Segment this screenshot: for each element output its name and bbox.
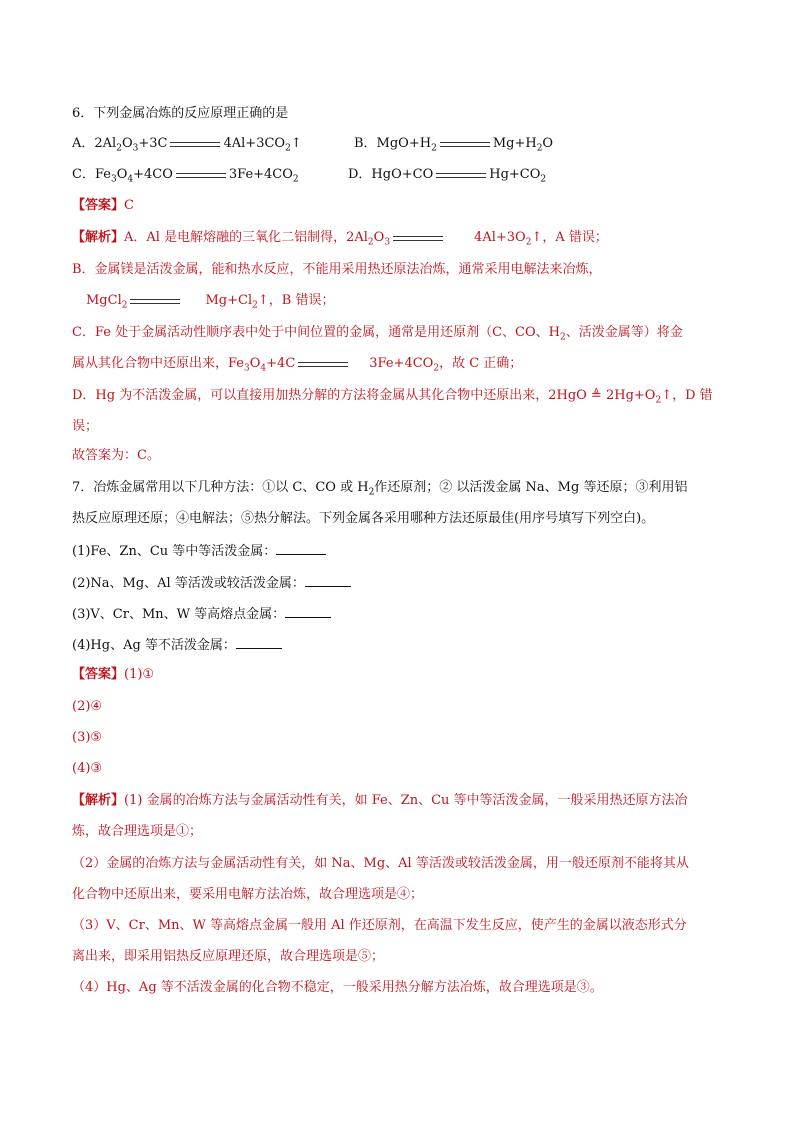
q6-analysis-a: 【解析】A．Al 是电解熔融的三氧化二铝制得，$2Al_2O_3$ $4Al+3O_2↑$，A 错误；: [72, 230, 608, 248]
answer-blank[interactable]: [305, 572, 351, 587]
q7-answer-4: (4)③: [72, 761, 103, 776]
q6-option-a: A．$2Al_2O_3+3C$ $4Al+3CO_2↑$: [72, 136, 302, 154]
q7-subquestion-4: (4)Hg、Ag 等不活泼金属：: [72, 634, 722, 656]
reaction-condition-icon: [170, 138, 220, 150]
q7-stem-2: 热反应原理还原；④电解法；⑤热分解法。下列金属各采用哪种方法还原最佳(用序号填写下列空白)。: [72, 511, 655, 526]
q7-answer-1: 【答案】(1)①: [72, 667, 155, 682]
q7-subquestion-1: (1)Fe、Zn、Cu 等中等活泼金属：: [72, 540, 722, 562]
q7-subquestion-2: (2)Na、Mg、Al 等活泼或较活泼金属：: [72, 572, 722, 594]
q6-analysis-d1: D．Hg 为不活泼金属，可以直接用加热分解的方法将金属从其化合物中还原出来，2HgO ≜ $2Hg+O_2↑$，D 错: [72, 388, 713, 406]
q6-option-d: D．HgO+CO $Hg+CO_2$: [348, 167, 547, 185]
q6-conclusion: 故答案为：C。: [72, 448, 160, 463]
reaction-condition-icon: [393, 232, 443, 244]
q6-analysis-c2: 属从其化合物中还原出来，$Fe_3O_4+4C$ $3Fe+4CO_2$，故 C 正确；: [72, 356, 523, 374]
q6-options-row-2: [72, 165, 722, 185]
q6-analysis-c1: C．Fe 处于金属活动性顺序表中处于中间位置的金属，通常是用还原剂（C、CO、$H_2$、活泼金属等）将金: [72, 325, 683, 343]
q7-analysis-3b: 离出来，即采用铝热反应原理还原，故合理选项是⑤；: [72, 949, 385, 964]
q6-options-row-1: [72, 134, 722, 154]
reaction-condition-icon: [436, 169, 486, 181]
answer-blank[interactable]: [276, 540, 326, 555]
q7-subquestion-3: (3)V、Cr、Mn、W 等高熔点金属：: [72, 603, 722, 625]
reaction-condition-icon: [298, 358, 348, 370]
q6-analysis-d2: 误；: [72, 419, 99, 434]
q7-analysis-4: （4）Hg、Ag 等不活泼金属的化合物不稳定，一般采用热分解方法冶炼，故合理选项是③。: [72, 980, 603, 995]
q6-stem: 6．下列金属冶炼的反应原理正确的是: [72, 106, 289, 121]
q6-analysis-b1: B．金属镁是活泼金属，能和热水反应，不能用采用热还原法冶炼，通常采用电解法来冶炼，: [72, 262, 602, 277]
q7-stem-1: 7．冶炼金属常用以下几种方法：①以 C、CO 或 $H_2$作还原剂；② 以活泼金属 Na、Mg 等还原；③利用铝: [72, 480, 688, 498]
answer-blank[interactable]: [285, 603, 331, 618]
reaction-condition-icon: [130, 295, 180, 307]
q7-analysis-3a: （3）V、Cr、Mn、W 等高熔点金属一般用 Al 作还原剂，在高温下发生反应，使产生的金属以液态形式分: [72, 918, 687, 933]
q6-option-b: B．$MgO+H_2$ $Mg+H_2O$: [354, 136, 554, 154]
q6-option-c: C．$Fe_3O_4+4CO$ $3Fe+4CO_2$: [72, 167, 299, 185]
answer-blank[interactable]: [236, 634, 282, 649]
reaction-condition-icon: [176, 169, 226, 181]
q6-analysis-b2: MgCl$_2$ $Mg+Cl_2↑$，B 错误；: [86, 293, 335, 311]
q7-answer-3: (3)⑤: [72, 730, 103, 745]
q7-analysis-1b: 炼，故合理选项是①；: [72, 824, 203, 839]
q6-answer: 【答案】C: [72, 198, 134, 213]
q7-answer-2: (2)④: [72, 699, 103, 714]
q7-analysis-2a: （2）金属的冶炼方法与金属活动性有关，如 Na、Mg、Al 等活泼或较活泼金属，用一般还原剂不能将其从: [72, 856, 689, 871]
q7-analysis-2b: 化合物中还原出来，要采用电解方法冶炼，故合理选项是④；: [72, 887, 424, 902]
q7-analysis-1a: 【解析】(1) 金属的冶炼方法与金属活动性有关，如 Fe、Zn、Cu 等中等活泼金属，一般采用热还原方法冶: [72, 793, 688, 808]
reaction-condition-icon: [440, 138, 490, 150]
